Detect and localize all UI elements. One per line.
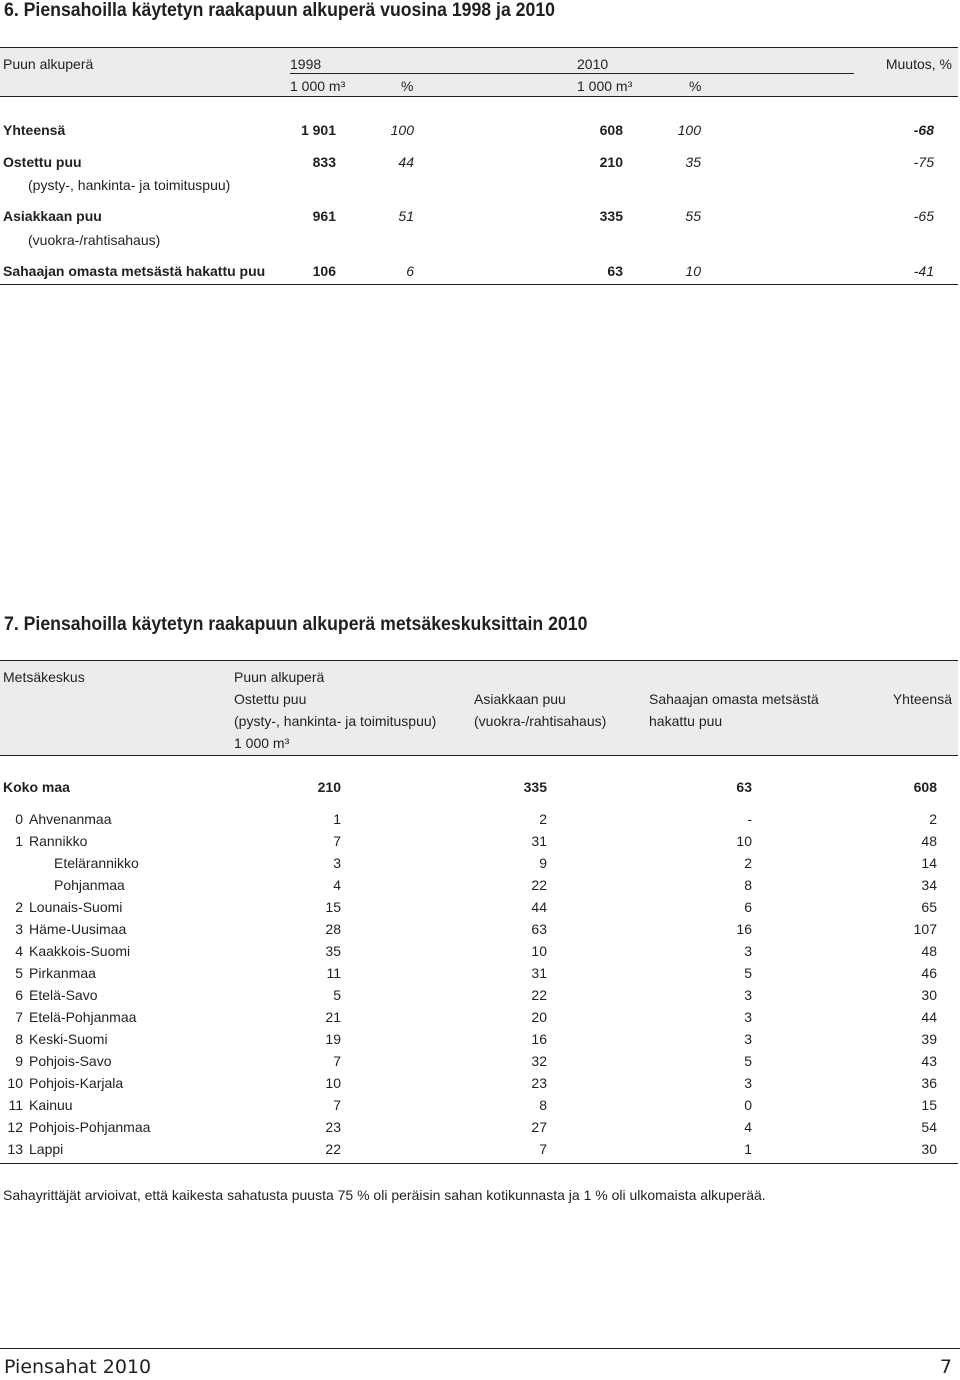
table7-row-c3: 8 (744, 877, 752, 893)
table7-row-name: Ahvenanmaa (29, 811, 112, 827)
table6-row-change: -41 (913, 263, 934, 279)
table7-row-name: Pirkanmaa (29, 965, 96, 981)
table7-row-c4: 30 (921, 987, 937, 1003)
table7-header-col4: Yhteensä (892, 691, 952, 707)
table7-row-c1: 28 (325, 921, 341, 937)
table7-row (0, 855, 960, 877)
table6-title: 6. Piensahoilla käytetyn raakapuun alkuperä vuosina 1998 ja 2010 (4, 0, 555, 21)
table7-header-region: Metsäkeskus (3, 669, 85, 685)
table7-row-c1: 4 (333, 877, 341, 893)
table7-row (0, 899, 960, 921)
table7-row-num: 9 (15, 1053, 23, 1069)
table6-row-p1998: 100 (390, 122, 414, 138)
table7-row (0, 1031, 960, 1053)
table7-row-num: 7 (15, 1009, 23, 1025)
table7-row (0, 1141, 960, 1163)
table7-row-c1: 1 (333, 811, 341, 827)
table7-row (0, 833, 960, 855)
table7-row-num: 5 (15, 965, 23, 981)
table6-row-v2010: 335 (599, 208, 623, 224)
table6-row-label: Sahaajan omasta metsästä hakattu puu (3, 263, 266, 279)
table6-row-change: -65 (913, 208, 934, 224)
table7-row-c4: 43 (921, 1053, 937, 1069)
table7-row-c2: 8 (539, 1097, 547, 1113)
table7-total-label: Koko maa (3, 779, 70, 795)
table7-row-num: 12 (7, 1119, 23, 1135)
table6-header-year2010: 2010 (577, 56, 609, 72)
table7-row (0, 943, 960, 965)
table7-header-unit: 1 000 m³ (234, 735, 290, 751)
table7-row-c4: 36 (921, 1075, 937, 1091)
table7-row-num: 10 (7, 1075, 23, 1091)
table7-row-c1: 35 (325, 943, 341, 959)
footer-publication: Piensahat 2010 (4, 1356, 152, 1378)
table7-row-c1: 3 (333, 855, 341, 871)
table7-header-col1: Ostettu puu (234, 691, 307, 707)
table7-row-c4: 30 (921, 1141, 937, 1157)
table7-row-name: Kainuu (29, 1097, 73, 1113)
footer-rule (0, 1348, 960, 1349)
table6-header-year1998: 1998 (290, 56, 322, 72)
table7-row-c3: 5 (744, 965, 752, 981)
table7-row (0, 877, 960, 899)
table6-header (0, 47, 958, 97)
table7-row-c3: 16 (736, 921, 752, 937)
table7-header-col3: Sahaajan omasta metsästä (649, 691, 819, 707)
table6-header-origin: Puun alkuperä (3, 56, 94, 72)
table6-header-subrule (290, 73, 854, 74)
table7-row-c3: 3 (744, 987, 752, 1003)
footer-page-number: 7 (939, 1356, 952, 1378)
table7-row-c4: 34 (921, 877, 937, 893)
table7-row-c1: 5 (333, 987, 341, 1003)
table6-row-p2010: 100 (677, 122, 701, 138)
table7-row-num: 4 (15, 943, 23, 959)
table6-row-p2010: 55 (685, 208, 701, 224)
table7-row-c1: 22 (325, 1141, 341, 1157)
table7-row-c2: 44 (531, 899, 547, 915)
table6-row-p1998: 44 (398, 154, 414, 170)
table7-row-num: 2 (15, 899, 23, 915)
table7-row-c3: 3 (744, 943, 752, 959)
table7-row-c2: 27 (531, 1119, 547, 1135)
table7-row (0, 1009, 960, 1031)
table7-row-name: Lounais-Suomi (29, 899, 123, 915)
table7-row-c3: 2 (744, 855, 752, 871)
table7-row (0, 1119, 960, 1141)
table7-row-name: Pohjois-Pohjanmaa (29, 1119, 151, 1135)
table7-row-name: Pohjois-Savo (29, 1053, 112, 1069)
table7-row-c2: 16 (531, 1031, 547, 1047)
table7-row-c2: 22 (531, 987, 547, 1003)
table7-total-c4: 608 (913, 779, 937, 795)
table7-row (0, 965, 960, 987)
table6-row-label: Ostettu puu (3, 154, 82, 170)
table7-row-name: Kaakkois-Suomi (29, 943, 131, 959)
table7-note: Sahayrittäjät arvioivat, että kaikesta sahatusta puusta 75 % oli peräisin sahan kotikunnasta ja 1 % oli ulkomaista alkuperää. (3, 1187, 766, 1203)
table6-row-v1998: 1 901 (300, 122, 336, 138)
table6-header-unit2010: 1 000 m³ (577, 78, 633, 94)
table7-title: 7. Piensahoilla käytetyn raakapuun alkuperä metsäkeskuksittain 2010 (4, 614, 588, 635)
table7-row-c1: 7 (333, 833, 341, 849)
table7-row-c3: 3 (744, 1009, 752, 1025)
table6-row-v1998: 833 (312, 154, 336, 170)
table7-row (0, 987, 960, 1009)
table7-row-c2: 32 (531, 1053, 547, 1069)
table6-row-label: Asiakkaan puu (3, 208, 102, 224)
table7-row-num: 11 (8, 1097, 23, 1113)
table7-row-c2: 31 (531, 965, 547, 981)
table6-row-v1998: 106 (312, 263, 336, 279)
table7-row-name: Pohjanmaa (54, 877, 125, 893)
table7-row-name: Etelä-Savo (29, 987, 98, 1003)
table7-row-c2: 63 (531, 921, 547, 937)
table7-header-origin: Puun alkuperä (234, 669, 325, 685)
table7-row-num: 1 (15, 833, 23, 849)
table6-row-sublabel: (pysty-, hankinta- ja toimituspuu) (28, 177, 231, 193)
table7-row-num: 6 (15, 987, 23, 1003)
table7-row-num: 13 (7, 1141, 23, 1157)
table7-header-col2-sub: (vuokra-/rahtisahaus) (474, 713, 607, 729)
table7-row-c1: 19 (325, 1031, 341, 1047)
table7-header-col1-sub: (pysty-, hankinta- ja toimituspuu) (234, 713, 437, 729)
table7-row-num: 0 (15, 811, 23, 827)
table7-row-c4: 14 (921, 855, 937, 871)
table7-row-c3: 3 (744, 1031, 752, 1047)
table7-body (0, 811, 960, 1171)
table7-row-c3: 4 (744, 1119, 752, 1135)
table7-row-name: Lappi (29, 1141, 64, 1157)
table7-row (0, 921, 960, 943)
table7-row-c3: 5 (744, 1053, 752, 1069)
table6-header-pct1998: % (401, 78, 414, 94)
table7-row-c4: 44 (921, 1009, 937, 1025)
table7-bottom-rule (0, 1163, 958, 1164)
table7-row-c1: 23 (325, 1119, 341, 1135)
table7-row-c2: 7 (539, 1141, 547, 1157)
table7-row-c3: 10 (736, 833, 752, 849)
table7-row-c4: 65 (921, 899, 937, 915)
table7-header (0, 660, 958, 756)
table7-row-c2: 9 (539, 855, 547, 871)
table6-header-unit1998: 1 000 m³ (290, 78, 346, 94)
table6-row-p1998: 51 (398, 208, 414, 224)
table7-row-c3: 3 (744, 1075, 752, 1091)
table7-row-c4: 54 (921, 1119, 937, 1135)
table7-row-c4: 39 (921, 1031, 937, 1047)
table7-header-col3-sub: hakattu puu (649, 713, 723, 729)
table7-row-c2: 23 (531, 1075, 547, 1091)
table7-row-name: Etelärannikko (54, 855, 139, 871)
table6-row-p2010: 35 (685, 154, 701, 170)
table7-row-c4: 48 (921, 943, 937, 959)
table7-row-c4: 48 (921, 833, 937, 849)
table6-row-sublabel: (vuokra-/rahtisahaus) (28, 232, 161, 248)
table7-total-c1: 210 (317, 779, 341, 795)
table7-row (0, 1097, 960, 1119)
table7-row-c2: 10 (531, 943, 547, 959)
table7-row-num: 3 (15, 921, 23, 937)
table6-row-label: Yhteensä (3, 122, 66, 138)
table7-row (0, 1053, 960, 1075)
table7-row-c1: 10 (325, 1075, 341, 1091)
table6-row-p2010: 10 (685, 263, 701, 279)
table7-row-num: 8 (15, 1031, 23, 1047)
table7-row-c3: 1 (744, 1141, 752, 1157)
table7-row (0, 1075, 960, 1097)
table7-row-c1: 15 (325, 899, 341, 915)
table7-row-c1: 21 (325, 1009, 341, 1025)
table7-row-c3: 6 (744, 899, 752, 915)
table6-bottom-rule (0, 284, 958, 285)
table6-row-v2010: 63 (607, 263, 623, 279)
table7-row-c3: - (747, 811, 752, 827)
table7-row (0, 811, 960, 833)
table7-header-col2: Asiakkaan puu (474, 691, 566, 707)
table7-row-c2: 20 (531, 1009, 547, 1025)
table7-row-name: Rannikko (29, 833, 88, 849)
table6-row-v2010: 210 (599, 154, 623, 170)
table6-row-v1998: 961 (312, 208, 336, 224)
table7-row-name: Häme-Uusimaa (29, 921, 127, 937)
table7-row-c3: 0 (744, 1097, 752, 1113)
table6-row-p1998: 6 (406, 263, 414, 279)
table6-row-v2010: 608 (599, 122, 623, 138)
table7-row-name: Pohjois-Karjala (29, 1075, 124, 1091)
table6-row-change: -68 (913, 122, 934, 138)
table7-total-c3: 63 (736, 779, 752, 795)
table7-row-c2: 31 (531, 833, 547, 849)
table6-header-change: Muutos, % (885, 56, 952, 72)
table7-row-c4: 15 (921, 1097, 937, 1113)
table7-row-name: Keski-Suomi (29, 1031, 108, 1047)
table6-row-change: -75 (913, 154, 934, 170)
table7-row-name: Etelä-Pohjanmaa (29, 1009, 137, 1025)
table7-row-c4: 46 (921, 965, 937, 981)
table7-row-c2: 22 (531, 877, 547, 893)
table7-row-c2: 2 (539, 811, 547, 827)
table7-row-c1: 11 (326, 965, 341, 981)
table7-row-c1: 7 (333, 1097, 341, 1113)
table6-header-pct2010: % (689, 78, 702, 94)
table7-row-c4: 107 (913, 921, 937, 937)
table7-row-c4: 2 (929, 811, 937, 827)
table7-total-c2: 335 (523, 779, 547, 795)
table7-row-c1: 7 (333, 1053, 341, 1069)
